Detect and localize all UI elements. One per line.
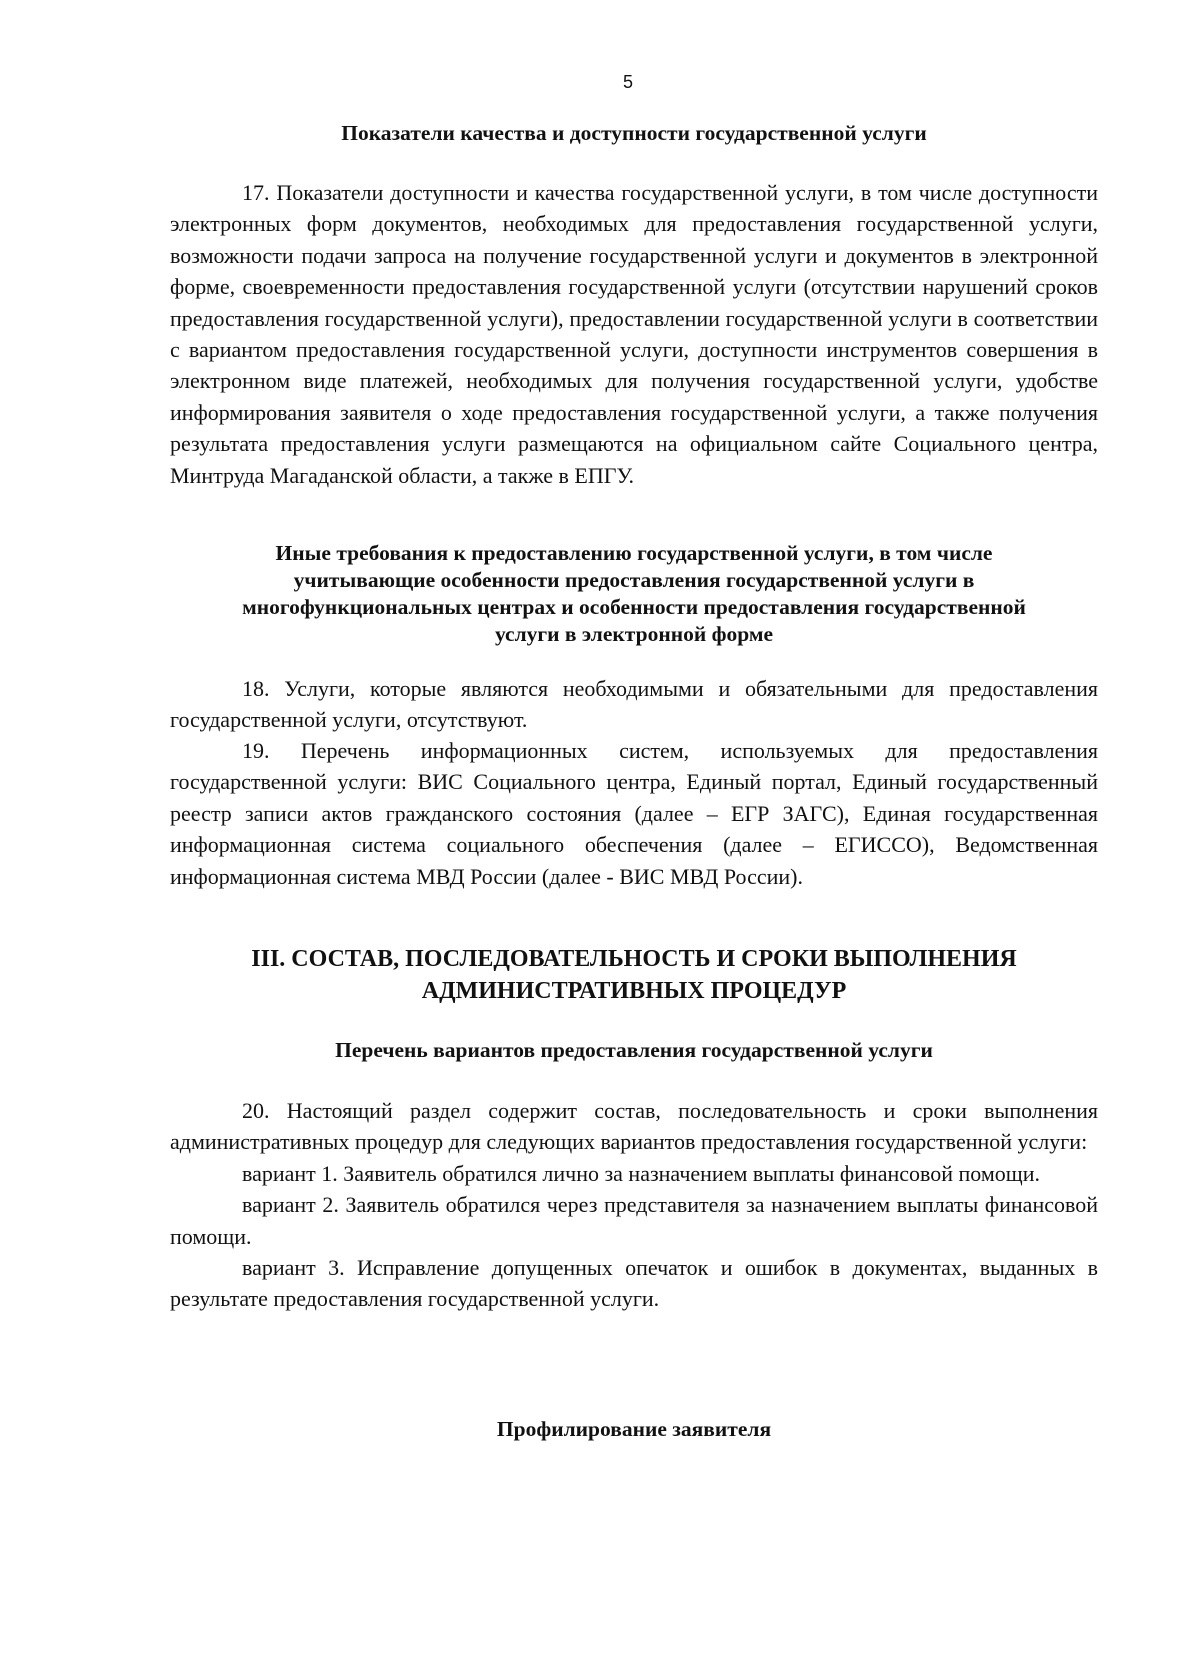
- other-requirements-heading: [170, 540, 1098, 648]
- other-requirements-heading-line-2: учитывающие особенности предоставления государственной услуги в: [293, 568, 975, 592]
- other-requirements-heading-block: [170, 540, 1098, 648]
- section-iii-title: [170, 943, 1098, 1007]
- section-iii-title-line-1: III. СОСТАВ, ПОСЛЕДОВАТЕЛЬНОСТЬ И СРОКИ ВЫПОЛНЕНИЯ: [251, 946, 1017, 972]
- other-requirements-heading-line-3: многофункциональных центрах и особенности предоставления государственной: [242, 595, 1026, 619]
- paragraph-18: 18. Услуги, которые являются необходимыми и обязательными для предоставления государственной услуги, отсутствуют.: [170, 676, 1098, 733]
- paragraph-19: 19. Перечень информационных систем, используемых для предоставления государственной услуги: ВИС Социального центра, Единый портал, Единый государственный реестр записи актов гражданского состояния (далее – ЕГР ЗАГС), Единая государственная информационная система социального обеспечения (далее – ЕГИССО), Ведомственная информационная система МВД России (далее - ВИС МВД России).: [170, 738, 1098, 889]
- quality-heading-block: [170, 120, 1098, 147]
- paragraph-17-block: [170, 177, 1098, 491]
- profiling-heading-block: [170, 1416, 1098, 1443]
- variant-2: вариант 2. Заявитель обратился через представителя за назначением выплаты финансовой помощи.: [170, 1192, 1098, 1249]
- section-iii-title-block: [170, 943, 1098, 1007]
- paragraph-19-block: [170, 735, 1098, 892]
- other-requirements-heading-line-1: Иные требования к предоставлению государственной услуги, в том числе: [275, 541, 993, 565]
- paragraph-18-block: [170, 673, 1098, 736]
- other-requirements-heading-line-4: услуги в электронной форме: [494, 622, 774, 646]
- page-number: 5: [622, 72, 633, 92]
- variant-1: вариант 1. Заявитель обратился лично за назначением выплаты финансовой помощи.: [242, 1160, 1040, 1186]
- profiling-heading: Профилирование заявителя: [496, 1417, 772, 1441]
- variants-heading: Перечень вариантов предоставления государственной услуги: [335, 1038, 933, 1062]
- variant-3: вариант 3. Исправление допущенных опечаток и ошибок в документах, выданных в результате предоставления государственной услуги.: [170, 1255, 1098, 1312]
- section-iii-title-line-2: АДМИНИСТРАТИВНЫХ ПРОЦЕДУР: [421, 978, 847, 1004]
- paragraph-20-block: [170, 1095, 1098, 1315]
- quality-heading: Показатели качества и доступности государственной услуги: [341, 121, 927, 145]
- variants-heading-block: [170, 1037, 1098, 1064]
- paragraph-17: 17. Показатели доступности и качества государственной услуги, в том числе доступности электронных форм документов, необходимых для предоставления государственной услуги, возможности подачи запроса на получение государственной услуги и документов в электронной форме, своевременности предоставления государственной услуги (отсутствии нарушений сроков предоставления государственной услуги), предоставлении государственной услуги в соответствии с вариантом предоставления государственной услуги, доступности инструментов совершения в электронном виде платежей, необходимых для получения государственной услуги, удобстве информирования заявителя о ходе предоставления государственной услуги, а также получения результата предоставления услуги размещаются на официальном сайте Социального центра, Минтруда Магаданской области, а также в ЕПГУ.: [170, 180, 1098, 488]
- paragraph-20: 20. Настоящий раздел содержит состав, последовательность и сроки выполнения административных процедур для следующих вариантов предоставления государственной услуги:: [170, 1098, 1098, 1155]
